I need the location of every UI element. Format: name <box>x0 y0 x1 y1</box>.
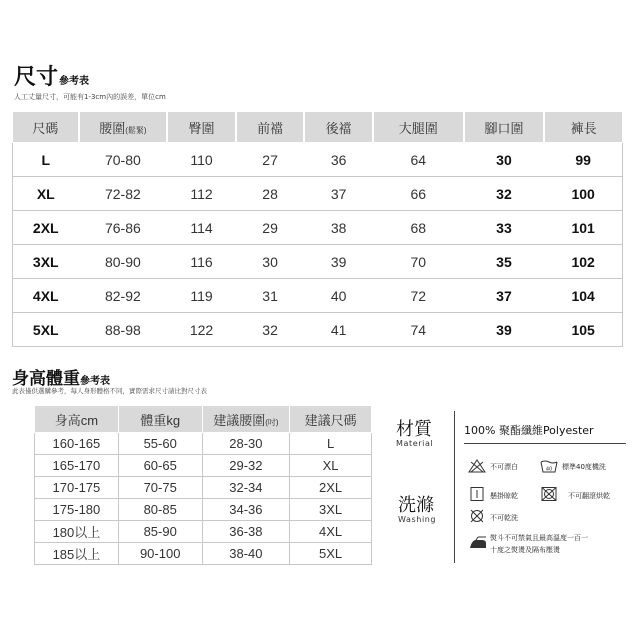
size-row <box>12 143 623 177</box>
size-table-header <box>12 111 623 143</box>
size-cell: 39 <box>304 245 373 279</box>
washing-label-en: Washing <box>398 515 437 524</box>
hw-cell: 60-65 <box>118 455 202 477</box>
size-row <box>12 245 623 279</box>
size-row <box>12 313 623 347</box>
size-cell: 72 <box>373 279 464 313</box>
size-cell: 88-98 <box>79 313 168 347</box>
iron-text-line2: 十度之熨燙及隔布壓燙 <box>490 546 560 554</box>
hw-chart-title-suffix: 參考表 <box>80 376 110 387</box>
size-cell: 28 <box>236 177 305 211</box>
size-cell-label: 5XL <box>12 313 79 347</box>
hw-cell: 4XL <box>290 521 372 543</box>
hw-cell: 90-100 <box>118 543 202 565</box>
hw-cell: 32-34 <box>202 477 290 499</box>
hw-row <box>35 543 372 565</box>
size-cell: 33 <box>464 211 545 245</box>
size-cell: 31 <box>236 279 305 313</box>
material-value: 100% 聚酯纖維Polyester <box>464 424 594 437</box>
size-chart-note: 人工丈量尺寸，可能有1-3cm內的誤差，單位cm <box>14 93 166 101</box>
size-cell: 74 <box>373 313 464 347</box>
hw-cell: 3XL <box>290 499 372 521</box>
washing-label: 洗滌 <box>398 495 434 516</box>
hw-cell: 5XL <box>290 543 372 565</box>
no-bleach-text: 不可漂白 <box>490 463 518 471</box>
hw-cell: 80-85 <box>118 499 202 521</box>
hw-cell: 185以上 <box>35 543 119 565</box>
header-waist-elastic: (鬆緊) <box>125 125 147 135</box>
size-chart-title: 尺寸參考表 <box>14 65 90 90</box>
hw-cell: XL <box>290 455 372 477</box>
size-cell-label: 3XL <box>12 245 79 279</box>
size-row <box>12 177 623 211</box>
divider-vertical <box>454 411 455 563</box>
wash-40-icon <box>540 459 558 473</box>
size-cell: 105 <box>544 313 623 347</box>
wash-temp-label: 40 <box>545 466 553 473</box>
no-bleach-icon <box>468 459 486 473</box>
header-waist-unit: (吋) <box>265 417 279 427</box>
header-leg-opening: 腳口圍 <box>464 111 545 143</box>
hw-cell: 34-36 <box>202 499 290 521</box>
hw-cell: 38-40 <box>202 543 290 565</box>
size-cell: 100 <box>544 177 623 211</box>
wash-40-text: 標準40度機洗 <box>562 463 606 471</box>
header-height: 身高cm <box>35 406 119 433</box>
size-cell: 80-90 <box>79 245 168 279</box>
hang-dry-text: 懸掛晾乾 <box>490 492 518 500</box>
hw-cell: 70-75 <box>118 477 202 499</box>
hw-row <box>35 499 372 521</box>
iron-text-line1: 熨斗不可禁氣且最高溫度一百一 <box>490 534 588 542</box>
header-suggest-waist: 建議腰圍(吋) <box>202 406 290 433</box>
size-cell: 41 <box>304 313 373 347</box>
size-cell: 70-80 <box>79 143 168 177</box>
size-cell: 35 <box>464 245 545 279</box>
size-cell: 102 <box>544 245 623 279</box>
size-cell: 68 <box>373 211 464 245</box>
size-cell: 70 <box>373 245 464 279</box>
size-cell: 119 <box>167 279 236 313</box>
size-cell: 30 <box>236 245 305 279</box>
size-cell: 82-92 <box>79 279 168 313</box>
size-cell: 40 <box>304 279 373 313</box>
header-size: 尺碼 <box>12 111 79 143</box>
size-cell: 36 <box>304 143 373 177</box>
size-cell: 32 <box>236 313 305 347</box>
size-chart-title-suffix: 參考表 <box>59 76 90 87</box>
hw-cell: 36-38 <box>202 521 290 543</box>
size-cell: 30 <box>464 143 545 177</box>
hw-cell: 165-170 <box>35 455 119 477</box>
size-cell-label: L <box>12 143 79 177</box>
size-cell: 110 <box>167 143 236 177</box>
header-suggest-size: 建議尺碼 <box>290 406 372 433</box>
size-cell: 38 <box>304 211 373 245</box>
size-cell-label: XL <box>12 177 79 211</box>
header-weight: 體重kg <box>118 406 202 433</box>
size-cell: 72-82 <box>79 177 168 211</box>
size-cell: 114 <box>167 211 236 245</box>
hw-chart-title: 身高體重參考表 <box>12 369 110 389</box>
no-tumble-dry-text: 不可翻滾烘乾 <box>568 492 610 500</box>
size-cell: 122 <box>167 313 236 347</box>
header-thigh: 大腿圍 <box>373 111 464 143</box>
hw-row <box>35 455 372 477</box>
size-cell: 116 <box>167 245 236 279</box>
hw-cell: 55-60 <box>118 433 202 455</box>
size-cell: 101 <box>544 211 623 245</box>
hw-cell: 180以上 <box>35 521 119 543</box>
no-dry-clean-icon <box>468 509 486 523</box>
size-cell: 27 <box>236 143 305 177</box>
size-cell-label: 2XL <box>12 211 79 245</box>
hw-cell: 175-180 <box>35 499 119 521</box>
size-cell: 64 <box>373 143 464 177</box>
hw-cell: 85-90 <box>118 521 202 543</box>
care-panel <box>384 405 632 565</box>
size-cell: 37 <box>304 177 373 211</box>
header-front-rise: 前襠 <box>236 111 305 143</box>
material-label: 材質 <box>396 419 432 440</box>
hang-dry-icon <box>468 487 486 501</box>
no-tumble-dry-icon <box>540 487 558 501</box>
size-cell: 32 <box>464 177 545 211</box>
size-cell: 29 <box>236 211 305 245</box>
size-cell: 104 <box>544 279 623 313</box>
height-weight-table <box>34 405 372 565</box>
hw-row <box>35 433 372 455</box>
size-row <box>12 211 623 245</box>
hw-cell: 28-30 <box>202 433 290 455</box>
hw-table-header <box>35 406 372 433</box>
hw-row <box>35 477 372 499</box>
size-cell: 112 <box>167 177 236 211</box>
iron-icon <box>468 536 488 550</box>
material-label-en: Material <box>396 439 434 448</box>
size-table <box>12 111 623 347</box>
hw-cell: 170-175 <box>35 477 119 499</box>
size-cell: 39 <box>464 313 545 347</box>
size-cell: 37 <box>464 279 545 313</box>
hw-cell: 29-32 <box>202 455 290 477</box>
size-cell: 66 <box>373 177 464 211</box>
size-row <box>12 279 623 313</box>
hw-cell: 160-165 <box>35 433 119 455</box>
header-length: 褲長 <box>544 111 623 143</box>
header-back-rise: 後襠 <box>304 111 373 143</box>
hw-row <box>35 521 372 543</box>
size-cell: 99 <box>544 143 623 177</box>
header-waist: 腰圍(鬆緊) <box>79 111 168 143</box>
hw-cell: 2XL <box>290 477 372 499</box>
hw-chart-note: 此表僅供選購參考，每人身形體格不同，實際需求尺寸請比對尺寸表 <box>12 387 207 395</box>
size-cell: 76-86 <box>79 211 168 245</box>
size-cell-label: 4XL <box>12 279 79 313</box>
hw-cell: L <box>290 433 372 455</box>
divider-horizontal <box>464 443 626 444</box>
header-hip: 臀圍 <box>167 111 236 143</box>
no-dry-clean-text: 不可乾洗 <box>490 514 518 522</box>
